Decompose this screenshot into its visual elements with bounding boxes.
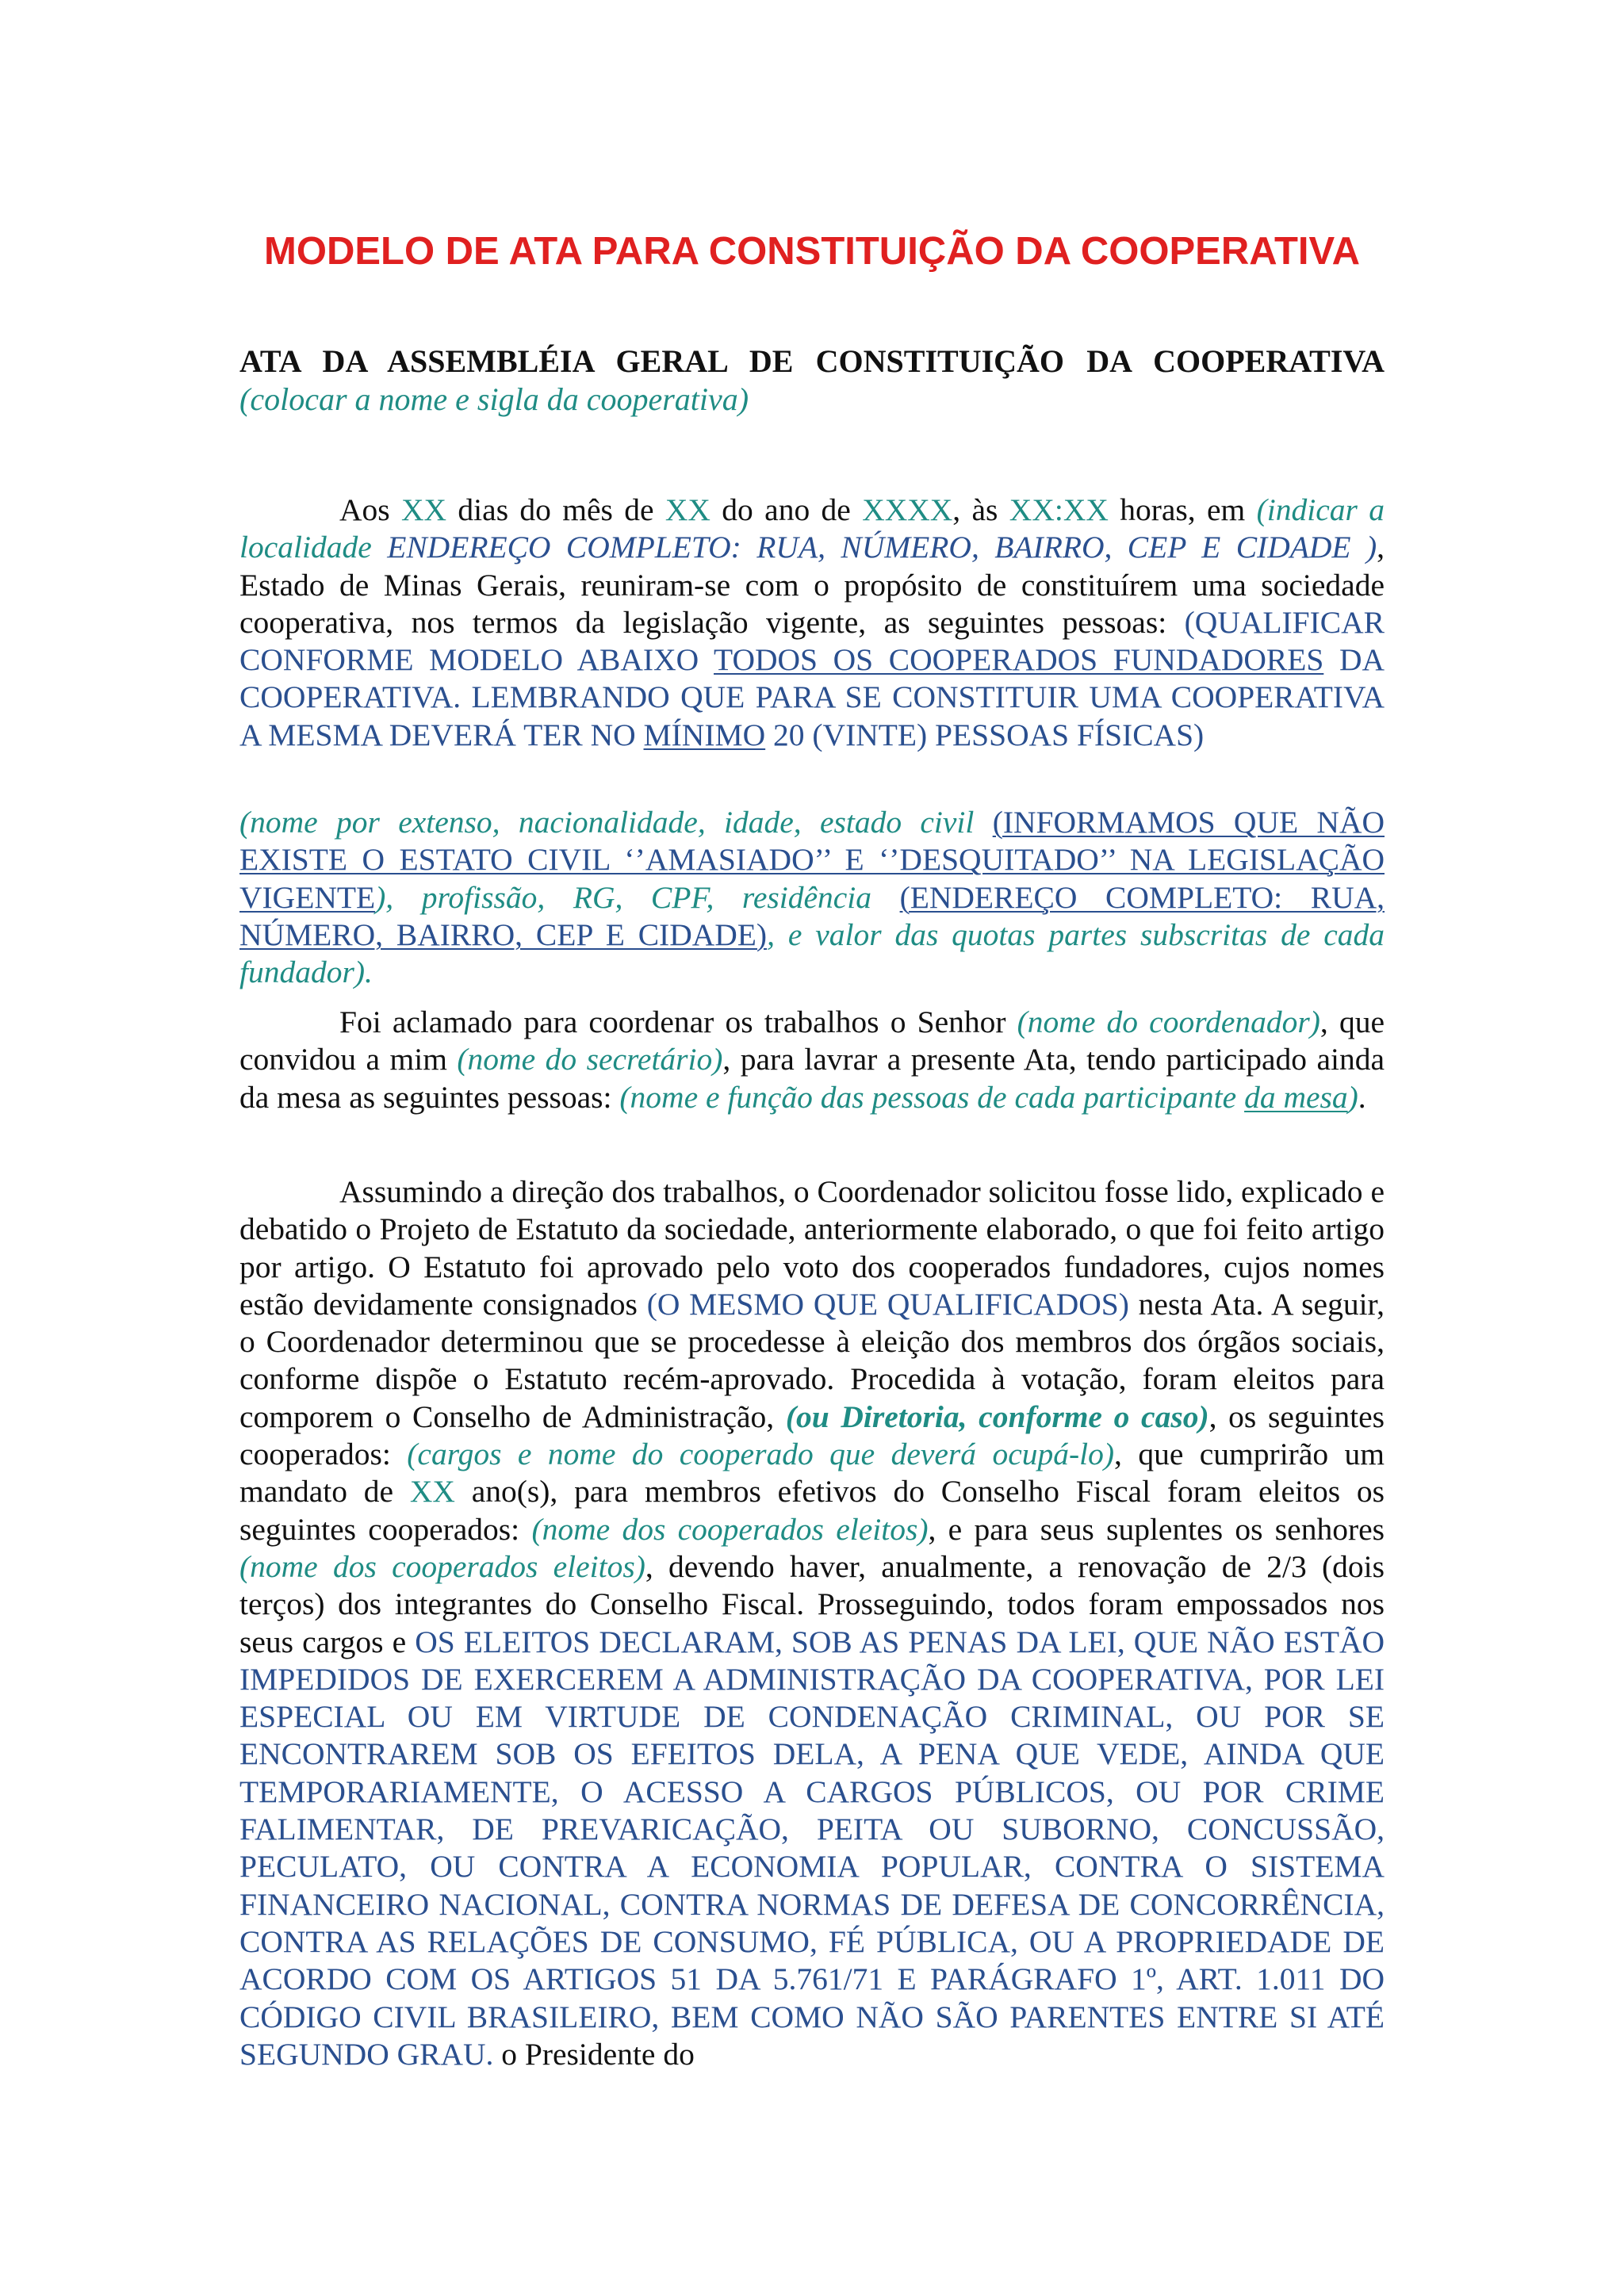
paragraph-opening	[239, 492, 1385, 754]
instruction-founders: TODOS OS COOPERADOS FUNDADORES	[714, 642, 1324, 678]
placeholder-qualification: (nome por extenso, nacionalidade, idade, estado civil	[239, 805, 993, 840]
instruction-full-address: (ENDEREÇO COMPLETO: RUA, NÚMERO, BAIRRO, CEP E CIDADE)	[239, 879, 1385, 952]
text-run: , devendo haver, anualmente, a renovação de 2/3 (dois terços) dos integrantes do Conselho Fiscal. Prosseguindo, todos foram empossados nos seus cargos e	[239, 1548, 1385, 1659]
placeholder-coordinator: (nome do coordenador)	[1017, 1004, 1320, 1039]
text-run: dias do mês de	[446, 492, 665, 527]
placeholder-address: ENDEREÇO COMPLETO: RUA, NÚMERO, BAIRRO, CEP E CIDADE )	[371, 530, 1377, 565]
placeholder-positions: (cargos e nome do cooperado que deverá ocupá-lo)	[407, 1437, 1115, 1472]
document-title: MODELO DE ATA PARA CONSTITUIÇÃO DA COOPERATIVA	[264, 230, 1360, 273]
text-run: , Estado de Minas Gerais, reuniram-se com o propósito de constituírem uma sociedade cooperativa, nos termos da legislação vigente, as seguintes pessoas:	[239, 530, 1385, 640]
placeholder-fiscal-members: (nome dos cooperados eleitos)	[531, 1511, 929, 1547]
placeholder-board-members: (nome e função das pessoas de cada participante	[619, 1079, 1245, 1115]
text-run: ano(s), para membros efetivos do Conselho Fiscal foram eleitos os seguintes cooperados:	[239, 1474, 1385, 1547]
instruction-qualify-cont: DA COOPERATIVA. LEMBRANDO QUE PARA SE CONSTITUIR UMA COOPERATIVA A MESMA DEVERÁ TER NO	[239, 642, 1385, 752]
placeholder-time: XX:XX	[1009, 492, 1109, 527]
text-run: o Presidente do	[493, 2036, 695, 2072]
placeholder-quotas: , e valor das quotas partes subscritas de cada fundador).	[239, 916, 1385, 990]
placeholder-substitutes: (nome dos cooperados eleitos)	[239, 1548, 645, 1584]
placeholder-board-type: (ou Diretoria, conforme o caso)	[785, 1399, 1209, 1434]
minutes-heading: ATA DA ASSEMBLÉIA GERAL DE CONSTITUIÇÃO DA COOPERATIVA	[239, 343, 1385, 379]
text-run: , que cumprirão um mandato de	[239, 1437, 1385, 1510]
placeholder-board-members-end: )	[1347, 1079, 1358, 1115]
instruction-qualify: (QUALIFICAR CONFORME MODELO ABAIXO	[239, 604, 1385, 678]
placeholder-year: XXXX	[862, 492, 953, 527]
placeholder-board-members-underlined: da mesa	[1244, 1079, 1348, 1115]
text-run: , às	[952, 492, 1009, 527]
placeholder-month: XX	[665, 492, 710, 527]
legal-declaration: OS ELEITOS DECLARAM, SOB AS PENAS DA LEI, QUE NÃO ESTÃO IMPEDIDOS DE EXERCEREM A ADMINISTRAÇÃO DA COOPERATIVA, POR LEI ESPECIAL OU EM VIRTUDE DE CONDENAÇÃO CRIMINAL, OU POR SE ENCONTRAREM SOB OS EFEITOS DELA, A PENA QUE VEDE, AINDA QUE TEMPORARIAMENTE, O ACESSO A CARGOS PÚBLICOS, OU POR CRIME FALIMENTAR, DE PREVARICAÇÃO, PEITA OU SUBORNO, CONCUSSÃO, PECULATO, OU CONTRA A ECONOMIA POPULAR, CONTRA O SISTEMA FINANCEIRO NACIONAL, CONTRA NORMAS DE DEFESA DE CONCORRÊNCIA, CONTRA AS RELAÇÕES DE CONSUMO, FÉ PÚBLICA, OU A PROPRIEDADE DE ACORDO COM OS ARTIGOS 51 DA 5.761/71 E PARÁGRAFO 1º, ART. 1.011 DO CÓDIGO CIVIL BRASILEIRO, BEM COMO NÃO SÃO PARENTES ENTRE SI ATÉ SEGUNDO GRAU.	[239, 1624, 1385, 2072]
placeholder-qualification-cont: ), profissão, RG, CPF, residência	[375, 879, 900, 915]
text-run: , e para seus suplentes os senhores	[928, 1511, 1385, 1547]
text-run: do ano de	[710, 492, 863, 527]
paragraph-qualification	[239, 804, 1385, 991]
placeholder-day: XX	[401, 492, 447, 527]
placeholder-secretary: (nome do secretário)	[457, 1042, 723, 1077]
instruction-qualified: (O MESMO QUE QUALIFICADOS)	[646, 1286, 1129, 1322]
text-run: Foi aclamado para coordenar os trabalhos o Senhor	[339, 1004, 1017, 1039]
text-run: , os seguintes cooperados:	[239, 1399, 1385, 1472]
text-run: nesta Ata. A seguir, o Coordenador determinou que se procedesse à eleição dos membros dos órgãos sociais, conforme dispõe o Estatuto recém-aprovado. Procedida à votação, foram eleitos para comporem o Conselho de Administração,	[239, 1286, 1385, 1434]
placeholder-term-years: XX	[409, 1474, 455, 1510]
text-run: , que convidou a mim	[239, 1004, 1385, 1077]
paragraph-election	[239, 1173, 1385, 2073]
paragraph-coordinator	[239, 1004, 1385, 1116]
text-run: .	[1358, 1079, 1366, 1115]
instruction-minimum: MÍNIMO	[643, 717, 766, 752]
placeholder-locality: (indicar a localidade	[239, 492, 1385, 565]
text-run: , para lavrar a presente Ata, tendo participado ainda da mesa as seguintes pessoas:	[239, 1042, 1385, 1115]
text-run: Aos	[339, 492, 402, 527]
instruction-qualify-end: 20 (VINTE) PESSOAS FÍSICAS)	[765, 717, 1205, 752]
instruction-civil-status: (INFORMAMOS QUE NÃO EXISTE O ESTATO CIVIL ‘’AMASIADO’’ E ‘’DESQUITADO’’ NA LEGISLAÇÃO VIGENTE	[239, 805, 1385, 915]
text-run: horas, em	[1108, 492, 1257, 527]
text-run: Assumindo a direção dos trabalhos, o Coordenador solicitou fosse lido, explicado e debatido o Projeto de Estatuto da sociedade, anteriormente elaborado, o que foi feito artigo por artigo. O Estatuto foi aprovado pelo voto dos cooperados fundadores, cujos nomes estão devidamente consignados	[239, 1174, 1385, 1322]
minutes-heading-note: (colocar a nome e sigla da cooperativa)	[239, 381, 749, 417]
